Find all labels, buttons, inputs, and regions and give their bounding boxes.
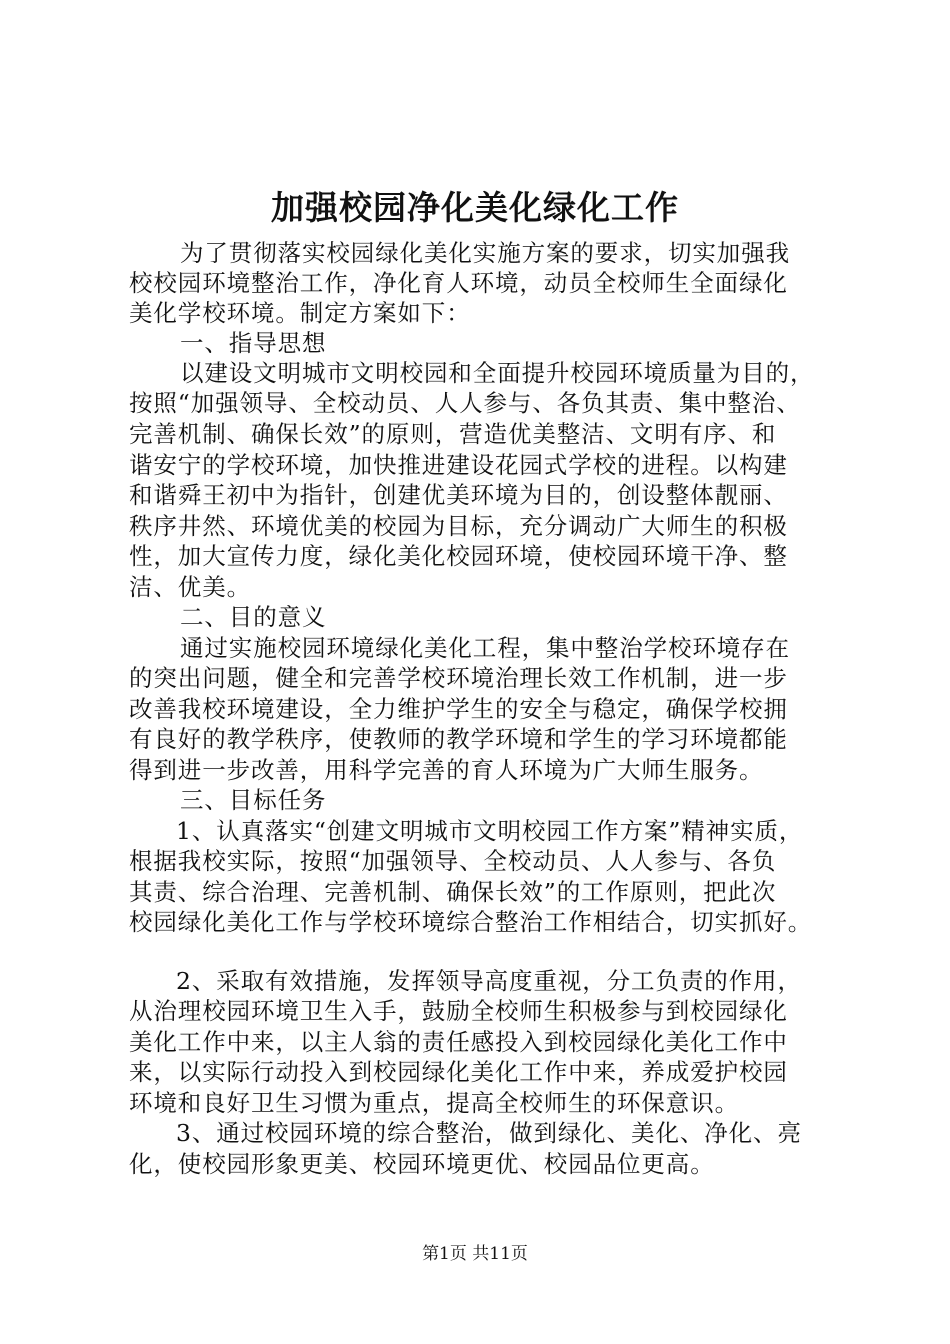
paragraph-line: 校园绿化美化工作与学校环境综合整治工作相结合，切实抓好。: [129, 908, 813, 936]
paragraph-line: 改善我校环境建设，全力维护学生的安全与稳定，确保学校拥: [129, 695, 788, 723]
paragraph-line: 根据我校实际，按照“加强领导、全校动员、人人参与、各负: [129, 847, 777, 875]
paragraph-line: 洁、优美。: [129, 573, 251, 601]
paragraph-line: 性，加大宣传力度，绿化美化校园环境，使校园环境干净、整: [129, 542, 788, 570]
paragraph-line: 化，使校园形象更美、校园环境更优、校园品位更高。: [129, 1150, 715, 1178]
page-number-footer: 第1页 共11页: [422, 1244, 528, 1264]
paragraph-line: 3、通过校园环境的综合整治，做到绿化、美化、净化、亮: [176, 1119, 802, 1147]
paragraph-line: 美化学校环境。制定方案如下：: [129, 299, 471, 327]
paragraph-line: 谐安宁的学校环境，加快推进建设花园式学校的进程。以构建: [129, 451, 788, 479]
section-heading: 二、目的意义: [180, 603, 327, 631]
paragraph-line: 通过实施校园环境绿化美化工程，集中整治学校环境存在: [180, 634, 790, 662]
paragraph-line: 美化工作中来，以主人翁的责任感投入到校园绿化美化工作中: [129, 1028, 788, 1056]
paragraph-line: 秩序井然、环境优美的校园为目标，充分调动广大师生的积极: [129, 512, 788, 540]
paragraph-line: 校校园环境整治工作，净化育人环境，动员全校师生全面绿化: [129, 269, 788, 297]
paragraph-line: 为了贯彻落实校园绿化美化实施方案的要求，切实加强我: [180, 239, 790, 267]
paragraph-line: 2、采取有效措施，发挥领导高度重视，分工负责的作用，: [176, 967, 802, 995]
paragraph-line: 有良好的教学秩序，使教师的教学环境和学生的学习环境都能: [129, 725, 788, 753]
paragraph-line: 以建设文明城市文明校园和全面提升校园环境质量为目的，: [180, 359, 815, 387]
section-heading: 一、指导思想: [180, 329, 327, 357]
paragraph-line: 环境和良好卫生习惯为重点，提高全校师生的环保意识。: [129, 1089, 739, 1117]
paragraph-line: 的突出问题，健全和完善学校环境治理长效工作机制，进一步: [129, 664, 788, 692]
paragraph-line: 完善机制、确保长效”的原则，营造优美整洁、文明有序、和: [129, 420, 777, 448]
paragraph-line: 和谐舜王初中为指针，创建优美环境为目的，创设整体靓丽、: [129, 481, 788, 509]
paragraph-line: 得到进一步改善，用科学完善的育人环境为广大师生服务。: [129, 756, 764, 784]
document-title: 加强校园净化美化绿化工作: [271, 188, 679, 227]
paragraph-line: 1、认真落实“创建文明城市文明校园工作方案”精神实质，: [176, 817, 804, 845]
paragraph-line: 其责、综合治理、完善机制、确保长效”的工作原则，把此次: [129, 878, 777, 906]
paragraph-line: 从治理校园环境卫生入手，鼓励全校师生积极参与到校园绿化: [129, 997, 788, 1025]
paragraph-line: 按照“加强领导、全校动员、人人参与、各负其责、集中整治、: [129, 389, 801, 417]
section-heading: 三、目标任务: [180, 786, 327, 814]
paragraph-line: 来，以实际行动投入到校园绿化美化工作中来，养成爱护校园: [129, 1058, 788, 1086]
